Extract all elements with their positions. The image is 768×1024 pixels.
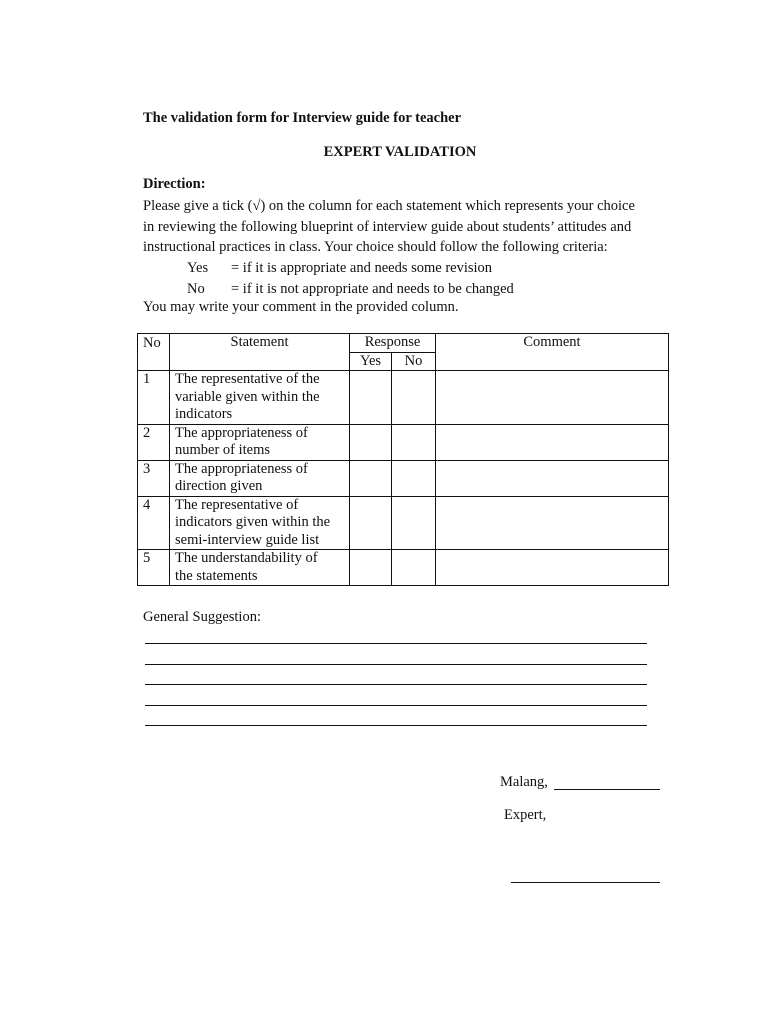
- header-no: No: [138, 334, 170, 371]
- no-cell[interactable]: [392, 496, 436, 550]
- direction-text: [143, 196, 635, 258]
- statement-line: direction given: [175, 478, 263, 494]
- criteria-definition: = if it is appropriate and needs some revision: [231, 260, 493, 276]
- general-suggestion-label: General Suggestion:: [143, 609, 261, 625]
- row-statement: [170, 460, 350, 496]
- yes-cell[interactable]: [350, 371, 392, 425]
- row-number: 2: [138, 424, 170, 460]
- statement-line: The appropriateness of: [175, 460, 308, 477]
- comment-cell[interactable]: [436, 550, 669, 586]
- statement-line: The appropriateness of: [175, 424, 308, 441]
- statement-line: semi-interview guide list: [175, 531, 320, 548]
- no-cell[interactable]: [392, 371, 436, 425]
- row-statement: [170, 424, 350, 460]
- header-no-response: No: [392, 352, 436, 371]
- direction-line: Please give a tick (√) on the column for each statement which represents your choice: [143, 198, 635, 214]
- date-line[interactable]: [554, 789, 660, 790]
- form-heading: EXPERT VALIDATION: [323, 144, 477, 160]
- row-number: 1: [138, 371, 170, 425]
- comment-cell[interactable]: [436, 460, 669, 496]
- criteria-item-no: [187, 279, 514, 300]
- table-row: [138, 496, 669, 550]
- criteria-term: No: [187, 280, 205, 297]
- row-statement: [170, 371, 350, 425]
- statement-line: number of items: [175, 442, 271, 458]
- statement-line: variable given within the: [175, 388, 320, 405]
- comment-cell[interactable]: [436, 496, 669, 550]
- row-statement: [170, 496, 350, 550]
- direction-line: in reviewing the following blueprint of interview guide about students’ attitudes and: [143, 218, 632, 235]
- table-row: [138, 460, 669, 496]
- place-label: Malang,: [500, 774, 548, 790]
- signature-line[interactable]: [511, 882, 660, 883]
- statement-line: The representative of: [175, 496, 299, 513]
- comment-note: You may write your comment in the provided column.: [143, 299, 459, 315]
- suggestion-line[interactable]: [145, 725, 647, 726]
- yes-cell[interactable]: [350, 550, 392, 586]
- expert-label: Expert,: [504, 807, 547, 823]
- table-row: [138, 550, 669, 586]
- header-statement: Statement: [170, 334, 350, 371]
- criteria-list: [187, 258, 514, 299]
- no-cell[interactable]: [392, 424, 436, 460]
- row-number: 5: [138, 550, 170, 586]
- comment-cell[interactable]: [436, 424, 669, 460]
- comment-cell[interactable]: [436, 371, 669, 425]
- statement-line: The representative of the: [175, 371, 320, 387]
- suggestion-line[interactable]: [145, 643, 647, 644]
- suggestion-line[interactable]: [145, 664, 647, 665]
- header-comment: Comment: [436, 334, 669, 371]
- no-cell[interactable]: [392, 460, 436, 496]
- no-cell[interactable]: [392, 550, 436, 586]
- suggestion-line[interactable]: [145, 684, 647, 685]
- direction-line: instructional practices in class. Your choice should follow the following criteria:: [143, 239, 608, 255]
- direction-label: Direction:: [143, 176, 206, 192]
- header-response: Response: [350, 334, 436, 353]
- row-number: 4: [138, 496, 170, 550]
- statement-line: The understandability of: [175, 550, 318, 566]
- suggestion-line[interactable]: [145, 705, 647, 706]
- document-title: The validation form for Interview guide for teacher: [143, 110, 462, 126]
- table-row: [138, 424, 669, 460]
- row-number: 3: [138, 460, 170, 496]
- statement-line: indicators: [175, 406, 233, 422]
- table-header-row: [138, 334, 669, 353]
- table-row: [138, 371, 669, 425]
- header-yes: Yes: [350, 352, 392, 371]
- criteria-definition: = if it is not appropriate and needs to be changed: [231, 280, 514, 297]
- yes-cell[interactable]: [350, 424, 392, 460]
- statement-line: indicators given within the: [175, 514, 331, 530]
- yes-cell[interactable]: [350, 460, 392, 496]
- statement-line: the statements: [175, 567, 258, 584]
- yes-cell[interactable]: [350, 496, 392, 550]
- row-statement: [170, 550, 350, 586]
- criteria-term: Yes: [187, 260, 209, 276]
- validation-table: [137, 333, 669, 586]
- criteria-item-yes: [187, 258, 514, 279]
